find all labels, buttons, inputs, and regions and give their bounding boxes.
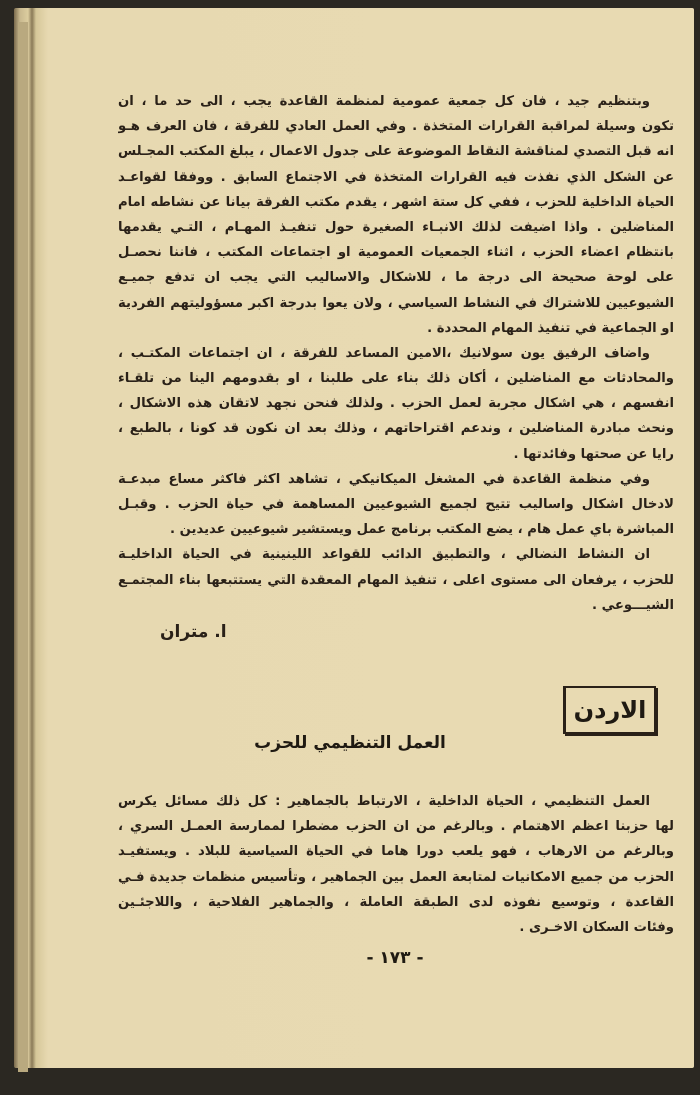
text-line: لادخال اشكال واساليب تتيح لجميع الشيوعيين المساهمة في حياة الحزب . وقبـل — [118, 497, 674, 512]
text-line: وبتنظيم جيد ، فان كل جمعية عمومية لمنظمة القاعدة يجب ، الى حد ما ، ان — [118, 94, 650, 109]
text-line: تكون وسيلة لمراقبة القرارات المتخذة . وفي العمل العادي للفرقة ، فان العرف هـو — [118, 119, 674, 135]
text-line: ان النشاط النضالي ، والتطبيق الدائب للقواعد اللينينية في الحياة الداخليـة — [118, 547, 650, 563]
text-line: المناضلين . واذا اضيفت لذلك الانبـاء الصغيرة حول تنفيـذ المهـام ، التـي يقدمها — [118, 219, 674, 235]
text-line: لها حزبنا اعظم الاهتمام . وبالرغم من ان الحزب مضطرا لممارسة العمـل السري ، — [118, 819, 674, 835]
top-text-block — [118, 89, 674, 618]
text-line: واضاف الرفيق يون سولانيك ،الامين المساعد للفرقة ، ان اجتماعات المكتـب ، — [118, 345, 650, 361]
text-line: للحزب ، يرفعان الى مستوى اعلى ، تنفيذ المهام المعقدة التي يستتبعها بناء المجتمـع — [118, 572, 674, 588]
text-line: على لوحة صحيحة الى درجة ما ، للاشكال والاساليب التي يجب ان تدفع جميـع — [118, 270, 674, 286]
text-line: وفي منظمة القاعدة في المشغل الميكانيكي ، تشاهد اكثر فاكثر مساع مبدعـة — [118, 471, 650, 487]
text-line: وبالرغم من الارهاب ، فهو يلعب دورا هاما في الحياة السياسية للبلاد . ويستفيـد — [118, 844, 674, 860]
text-line: الحزب من جميع الامكانيات لمتابعة العمل بين الجماهير ، وتأسيس منظمات جديدة فـي — [118, 869, 674, 885]
text-line: والمحادثات مع المناضلين ، أكان ذلك بناء على طلبنا ، او بقدومهم الينا من تلقـاء — [118, 371, 674, 387]
page-number: - ١٧٣ - — [366, 948, 424, 968]
text-line: العمل التنظيمي ، الحياة الداخلية ، الارتباط بالجماهير : كل ذلك مسائل يكرس — [118, 794, 650, 809]
text-line: بانتظام اعضاء الحزب ، اثناء الجمعيات العمومية او اجتماعات المكتب ، فاننا نحصـل — [118, 245, 674, 261]
text-line: انفسهم ، هي اشكال مجربة لعمل الحزب . ولذلك فنحن نجهد لاتقان هذه الاشكال ، — [118, 396, 674, 412]
text-line: القاعدة ، وتوسيع نفوذه لدى الطبقة العاملة ، والجماهير الفلاحية ، واللاجئـين — [118, 894, 674, 910]
text-line: او الجماعية في تنفيذ المهام المحددة . — [427, 320, 674, 336]
text-line: الحياة الداخلية للحزب ، ففي كل ستة اشهر ، يقدم مكتب الفرقة بيانا عن نشاطه امام — [118, 194, 674, 210]
text-line: وفئات السكان الاخـرى . — [519, 919, 674, 935]
text-line: الشيـــوعي . — [591, 597, 674, 613]
text-line: ونحث مبادرة المناضلين ، وندعم اقتراحاتهم ، وذلك بعد ان نكون قد كونا ، بالطبع ، — [118, 421, 674, 437]
text-line: المباشرة باي عمل هام ، يضع المكتب برنامج عمل ويستشير شيوعيين عديدين . — [170, 522, 674, 538]
section-text-block — [118, 789, 674, 940]
text-line: انه قبل التصدي لمناقشة النقاط الموضوعة على جدول الاعمال ، يبلغ المكتب المجـلس — [118, 144, 674, 160]
country-title-box: الاردن — [563, 686, 656, 734]
section-heading: العمل التنظيمي للحزب — [254, 733, 446, 753]
text-line: رايا عن صحتها وفائدتها . — [513, 446, 674, 462]
text-line: عن الشكل الذي نفذت فيه القرارات المتخذة في الاجتماع السابق . ووفقا لقواعـد — [118, 169, 674, 185]
text-line: الشيوعيين للاشتراك في النشاط السياسي ، ولان يعوا بدرجة اكبر مسؤوليتهم الفردية — [118, 295, 674, 311]
author-signature: ا. متران — [160, 622, 227, 642]
page-stack-edge — [18, 22, 28, 1072]
